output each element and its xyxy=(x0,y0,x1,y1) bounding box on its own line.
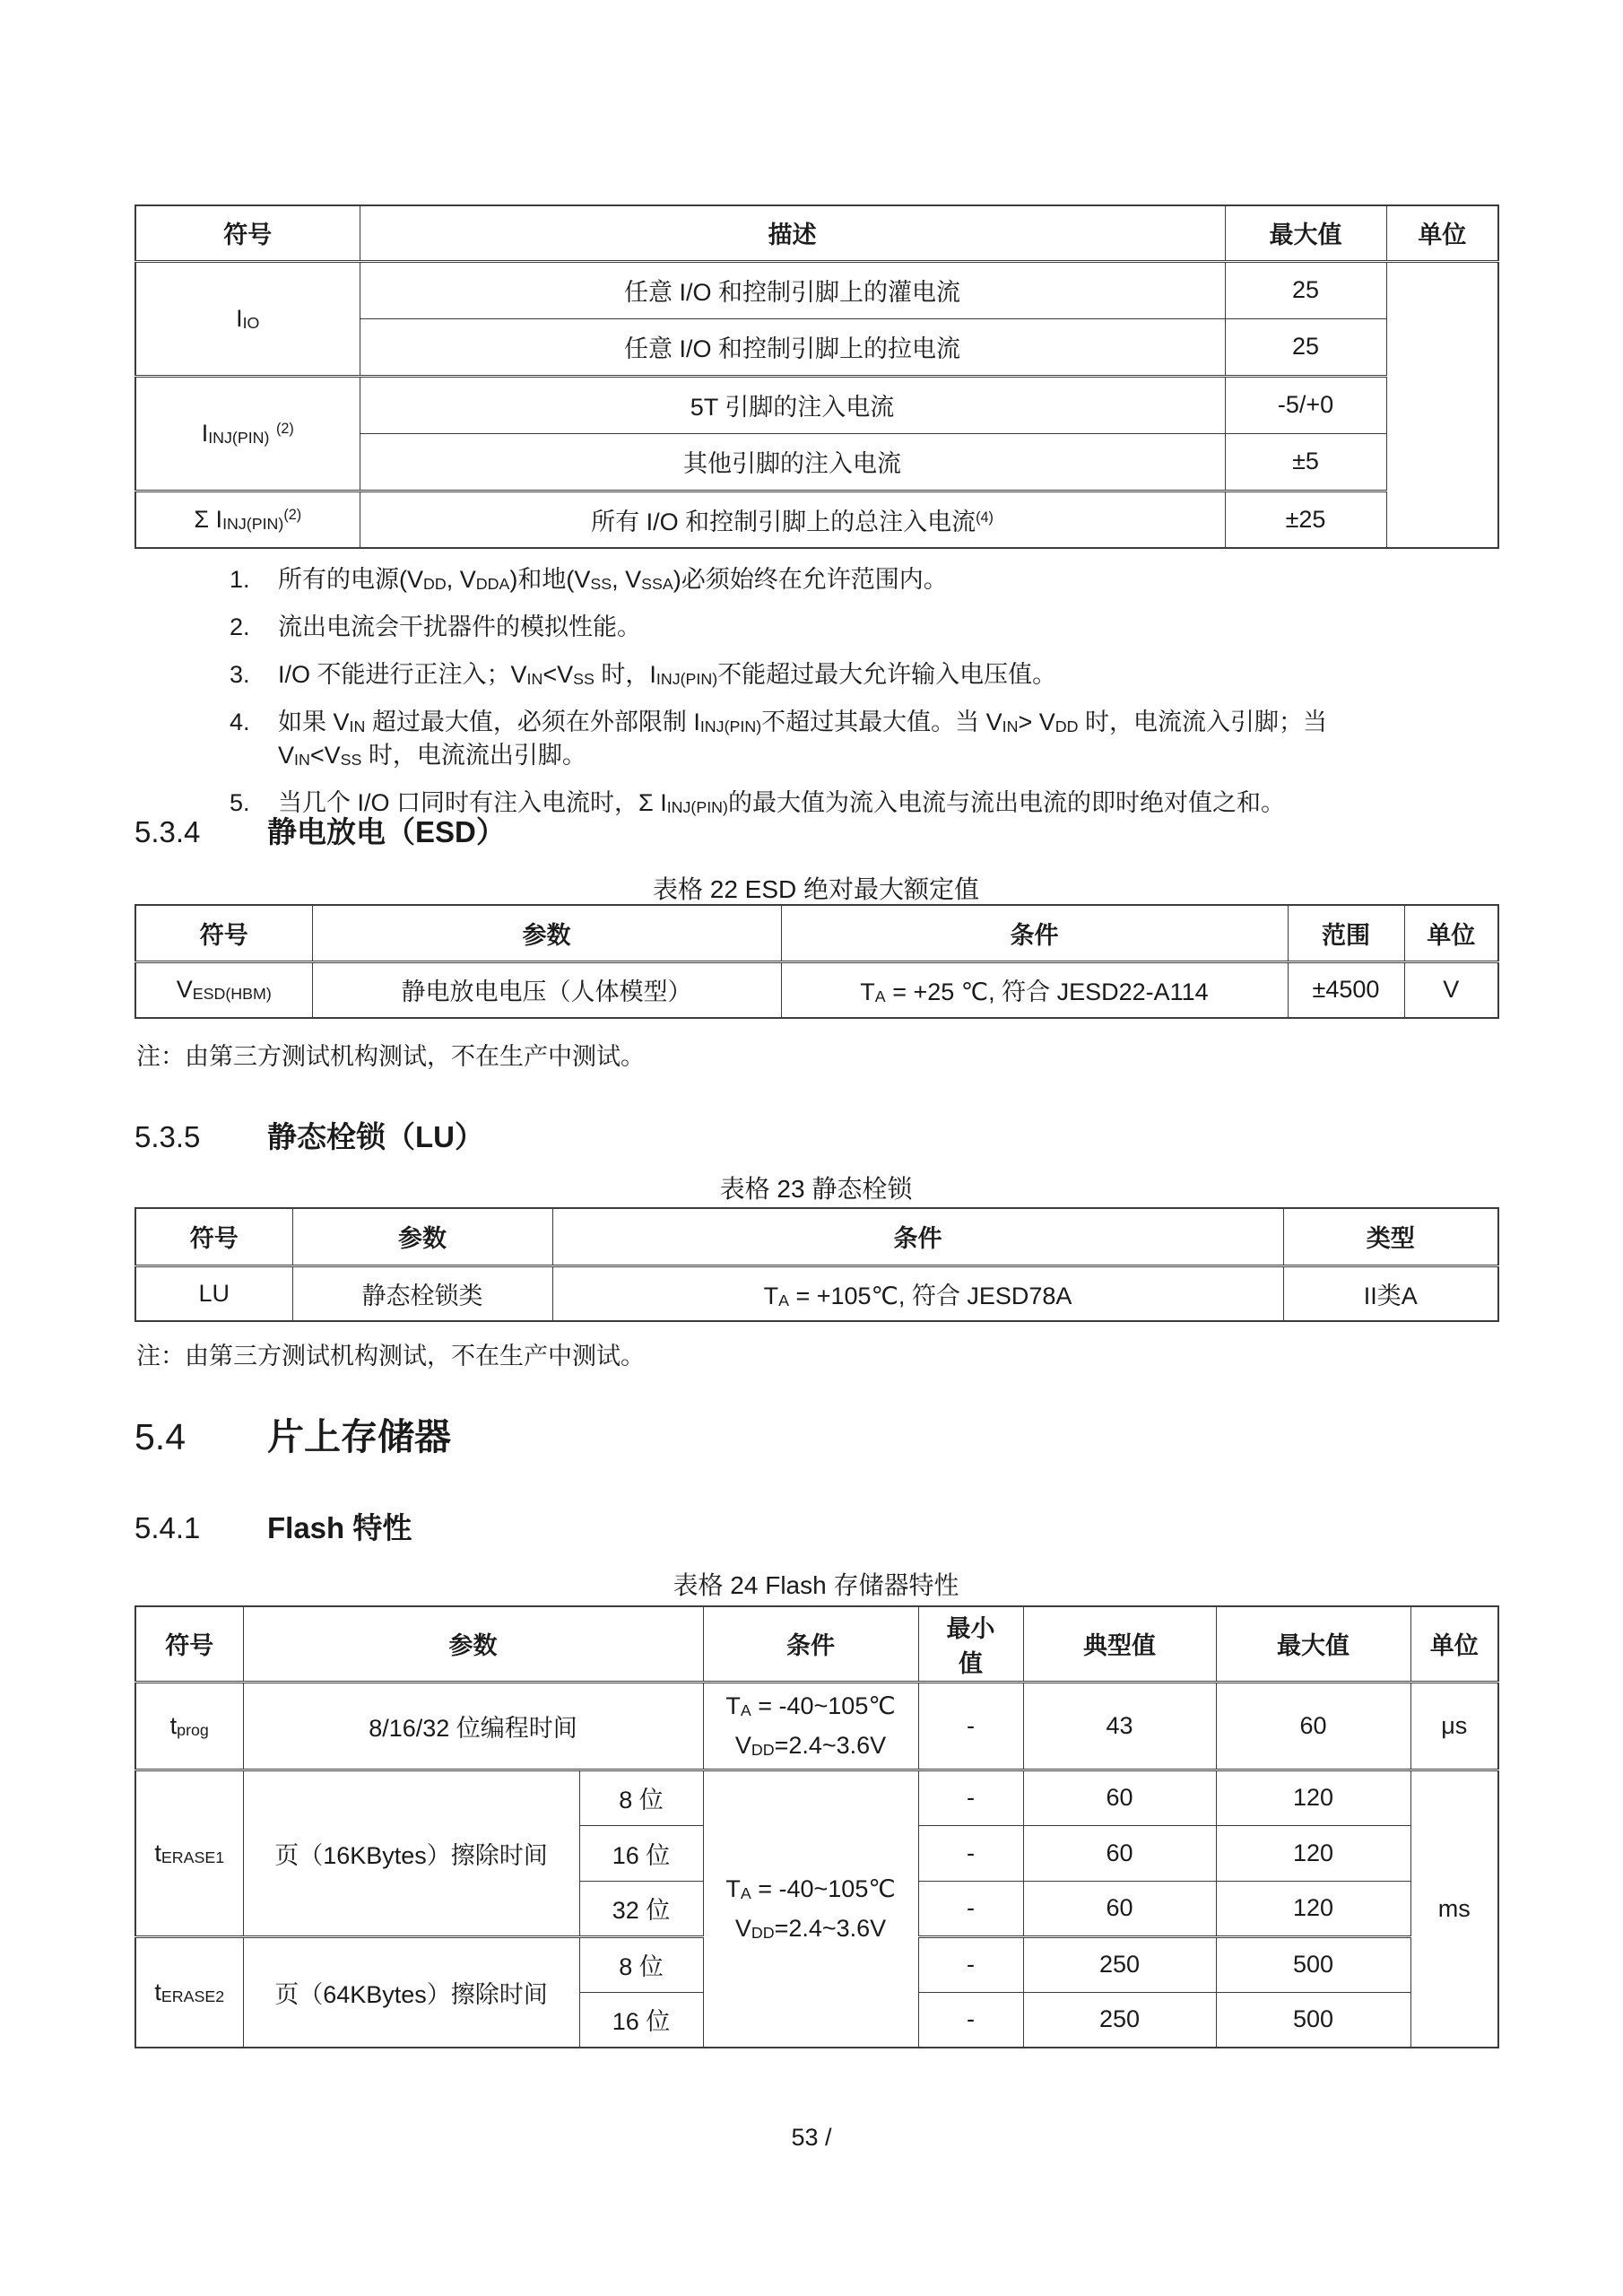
cell-max-value: ±5 xyxy=(1225,433,1386,491)
section-number: 5.4.1 xyxy=(135,1511,201,1544)
col-header-unit: 单位 xyxy=(1386,205,1498,261)
cell-max-value: 25 xyxy=(1225,318,1386,376)
table-caption-esd: 表格 22 ESD 绝对最大额定值 xyxy=(652,875,980,903)
table-header-row xyxy=(135,905,1498,961)
col-header-parameter: 参数 xyxy=(312,905,781,961)
table-header-row xyxy=(135,1606,1498,1682)
cell-parameter: 8/16/32 位编程时间 xyxy=(243,1682,703,1770)
col-header-description: 描述 xyxy=(360,205,1225,261)
table-row xyxy=(135,961,1498,1018)
cell-min: - xyxy=(918,1825,1023,1881)
section-number: 5.3.5 xyxy=(135,1120,201,1153)
col-header-symbol: 符号 xyxy=(135,205,360,261)
cell-type: II类A xyxy=(1283,1265,1498,1321)
cell-symbol-iio: $I_{IO}$ xyxy=(135,261,360,376)
table-row-tprog xyxy=(135,1682,1498,1770)
footnote-number: 4. xyxy=(230,709,250,735)
cell-typical: 60 xyxy=(1023,1881,1216,1936)
footnote-number: 2. xyxy=(230,613,250,640)
col-header-max: 最大值 xyxy=(1225,205,1386,261)
table-header-row xyxy=(135,1208,1498,1265)
cell-max: 120 xyxy=(1216,1881,1410,1936)
cell-symbol-terase2: $t_{ERASE2}$ xyxy=(135,1936,243,2048)
cell-parameter: 页（16KBytes）擦除时间 xyxy=(243,1770,579,1936)
section-number: 5.3.4 xyxy=(135,815,201,848)
cell-symbol-sum-iinj: Σ $I_{INJ(PIN)}^{(2)}$ xyxy=(135,491,360,548)
col-header-condition: 条件 xyxy=(781,905,1288,961)
footnote-item xyxy=(230,563,1422,596)
flash-characteristics-table xyxy=(135,1605,1499,2048)
cell-typical: 60 xyxy=(1023,1770,1216,1825)
cell-symbol-iinj: $I_{INJ(PIN)}$ $^{(2)}$ xyxy=(135,376,360,491)
cell-bit-width: 32 位 xyxy=(579,1881,703,1936)
footnote-number: 3. xyxy=(230,661,250,688)
cell-symbol-terase1: $t_{ERASE1}$ xyxy=(135,1770,243,1936)
col-header-unit: 单位 xyxy=(1410,1606,1498,1682)
cell-max-value: ±25 xyxy=(1225,491,1386,548)
col-header-symbol: 符号 xyxy=(135,1606,243,1682)
cell-bit-width: 16 位 xyxy=(579,1992,703,2048)
cell-range: ±4500 xyxy=(1288,961,1404,1018)
cell-bit-width: 16 位 xyxy=(579,1825,703,1881)
cell-min: - xyxy=(918,1992,1023,2048)
table-row xyxy=(135,261,1498,318)
esd-table xyxy=(135,904,1499,1019)
abs-max-ratings-table xyxy=(135,204,1499,549)
cell-bit-width: 8 位 xyxy=(579,1936,703,1992)
col-header-range: 范围 xyxy=(1288,905,1404,961)
cell-condition: $T_A$ = +105℃, 符合 JESD78A xyxy=(552,1265,1283,1321)
table-row xyxy=(135,491,1498,548)
table-caption-lu: 表格 23 静态栓锁 xyxy=(719,1175,913,1203)
col-header-symbol: 符号 xyxy=(135,905,312,961)
section-title: Flash 特性 xyxy=(267,1511,412,1544)
cell-max: 60 xyxy=(1216,1682,1410,1770)
col-header-condition: 条件 xyxy=(703,1606,918,1682)
section-heading-esd xyxy=(135,814,506,850)
col-header-max: 最大值 xyxy=(1216,1606,1410,1682)
section-number: 5.4 xyxy=(135,1416,186,1457)
section-heading-flash xyxy=(135,1510,412,1546)
cell-parameter: 页（64KBytes）擦除时间 xyxy=(243,1936,579,2048)
footnote-number: 1. xyxy=(230,566,250,593)
cell-max-value: -5/+0 xyxy=(1225,376,1386,433)
page-number: 53 / xyxy=(791,2124,832,2151)
footnote-list xyxy=(230,563,1422,834)
cell-description: 5T 引脚的注入电流 xyxy=(360,376,1225,433)
section-heading-memory xyxy=(135,1415,451,1458)
cell-unit: V xyxy=(1404,961,1498,1018)
cell-bit-width: 8 位 xyxy=(579,1770,703,1825)
col-header-parameter: 参数 xyxy=(243,1606,703,1682)
table-row xyxy=(135,376,1498,433)
cell-symbol-vesd: $V_{ESD(HBM)}$ xyxy=(135,961,312,1018)
cell-condition: $T_A = +25$ ℃, 符合 JESD22-A114 xyxy=(781,961,1288,1018)
col-header-type: 类型 xyxy=(1283,1208,1498,1265)
cell-symbol-lu: LU xyxy=(135,1265,292,1321)
cell-max: 500 xyxy=(1216,1936,1410,1992)
section-heading-lu xyxy=(135,1119,484,1155)
cell-unit-merged: ms xyxy=(1410,1770,1498,2048)
footnote-text: I/O 不能进行正注入；$V_{IN}<V_{SS}$ 时，$I_{INJ(PIN)}$不能超过最大允许输入电压值。 xyxy=(278,661,1057,689)
cell-typical: 60 xyxy=(1023,1825,1216,1881)
cell-symbol-tprog: $t_{prog}$ xyxy=(135,1682,243,1770)
footnote-item xyxy=(230,706,1422,772)
cell-min: - xyxy=(918,1881,1023,1936)
col-header-min: 最小值 xyxy=(918,1606,1023,1682)
cell-min: - xyxy=(918,1682,1023,1770)
footnote-text: 如果 $V_{IN}$ 超过最大值，必须在外部限制 $I_{INJ(PIN)}$不超过其最大值。当 $V_{IN}> V_{DD}$ 时，电流流入引脚；当 $V_{IN}<V_{SS}$ 时，电流流出引脚。 xyxy=(278,709,1327,770)
table-header-row xyxy=(135,205,1498,261)
table-note-esd: 注：由第三方测试机构测试，不在生产中测试。 xyxy=(136,1043,645,1070)
footnote-text: 所有的电源($V_{DD}$, $V_{DDA}$)和地($V_{SS}$, $V_{SSA}$)必须始终在允许范围内。 xyxy=(278,566,948,594)
footnote-text: 流出电流会干扰器件的模拟性能。 xyxy=(278,613,641,640)
table-note-lu: 注：由第三方测试机构测试，不在生产中测试。 xyxy=(136,1343,645,1370)
cell-description: 任意 I/O 和控制引脚上的拉电流 xyxy=(360,318,1225,376)
col-header-symbol: 符号 xyxy=(135,1208,292,1265)
col-header-parameter: 参数 xyxy=(292,1208,552,1265)
table-row xyxy=(135,1265,1498,1321)
cell-min: - xyxy=(918,1936,1023,1992)
section-title: 静电放电（ESD） xyxy=(267,815,506,848)
cell-unit-merged xyxy=(1386,261,1498,548)
footnote-number: 5. xyxy=(230,789,250,816)
cell-min: - xyxy=(918,1770,1023,1825)
cell-max: 500 xyxy=(1216,1992,1410,2048)
section-title: 静态栓锁（LU） xyxy=(267,1120,484,1153)
cell-max: 120 xyxy=(1216,1770,1410,1825)
cell-description: 所有 I/O 和控制引脚上的总注入电流$^{(4)}$ xyxy=(360,491,1225,548)
cell-max: 120 xyxy=(1216,1825,1410,1881)
cell-typical: 43 xyxy=(1023,1682,1216,1770)
cell-unit: μs xyxy=(1410,1682,1498,1770)
cell-max-value: 25 xyxy=(1225,261,1386,318)
col-header-typical: 典型值 xyxy=(1023,1606,1216,1682)
cell-description: 其他引脚的注入电流 xyxy=(360,433,1225,491)
col-header-unit: 单位 xyxy=(1404,905,1498,961)
table-row-terase1 xyxy=(135,1770,1498,1825)
cell-typical: 250 xyxy=(1023,1936,1216,1992)
col-header-condition: 条件 xyxy=(552,1208,1283,1265)
section-title: 片上存储器 xyxy=(267,1416,451,1457)
cell-parameter: 静电放电电压（人体模型） xyxy=(312,961,781,1018)
cell-condition-merged: $T_A$ = -40~105℃ $V_{DD}=2.4\sim 3.6V$ xyxy=(703,1770,918,2048)
footnote-item xyxy=(230,658,1422,691)
cell-description: 任意 I/O 和控制引脚上的灌电流 xyxy=(360,261,1225,318)
footnote-text: 当几个 I/O 口同时有注入电流时，Σ $I_{INJ(PIN)}$的最大值为流入电流与流出电流的即时绝对值之和。 xyxy=(278,789,1285,817)
cell-condition: $T_A$ = -40~105℃ $V_{DD}=2.4\sim 3.6V$ xyxy=(703,1682,918,1770)
cell-typical: 250 xyxy=(1023,1992,1216,2048)
latch-up-table xyxy=(135,1207,1499,1322)
cell-parameter: 静态栓锁类 xyxy=(292,1265,552,1321)
footnote-item xyxy=(230,611,1422,644)
table-caption-flash: 表格 24 Flash 存储器特性 xyxy=(673,1571,959,1599)
